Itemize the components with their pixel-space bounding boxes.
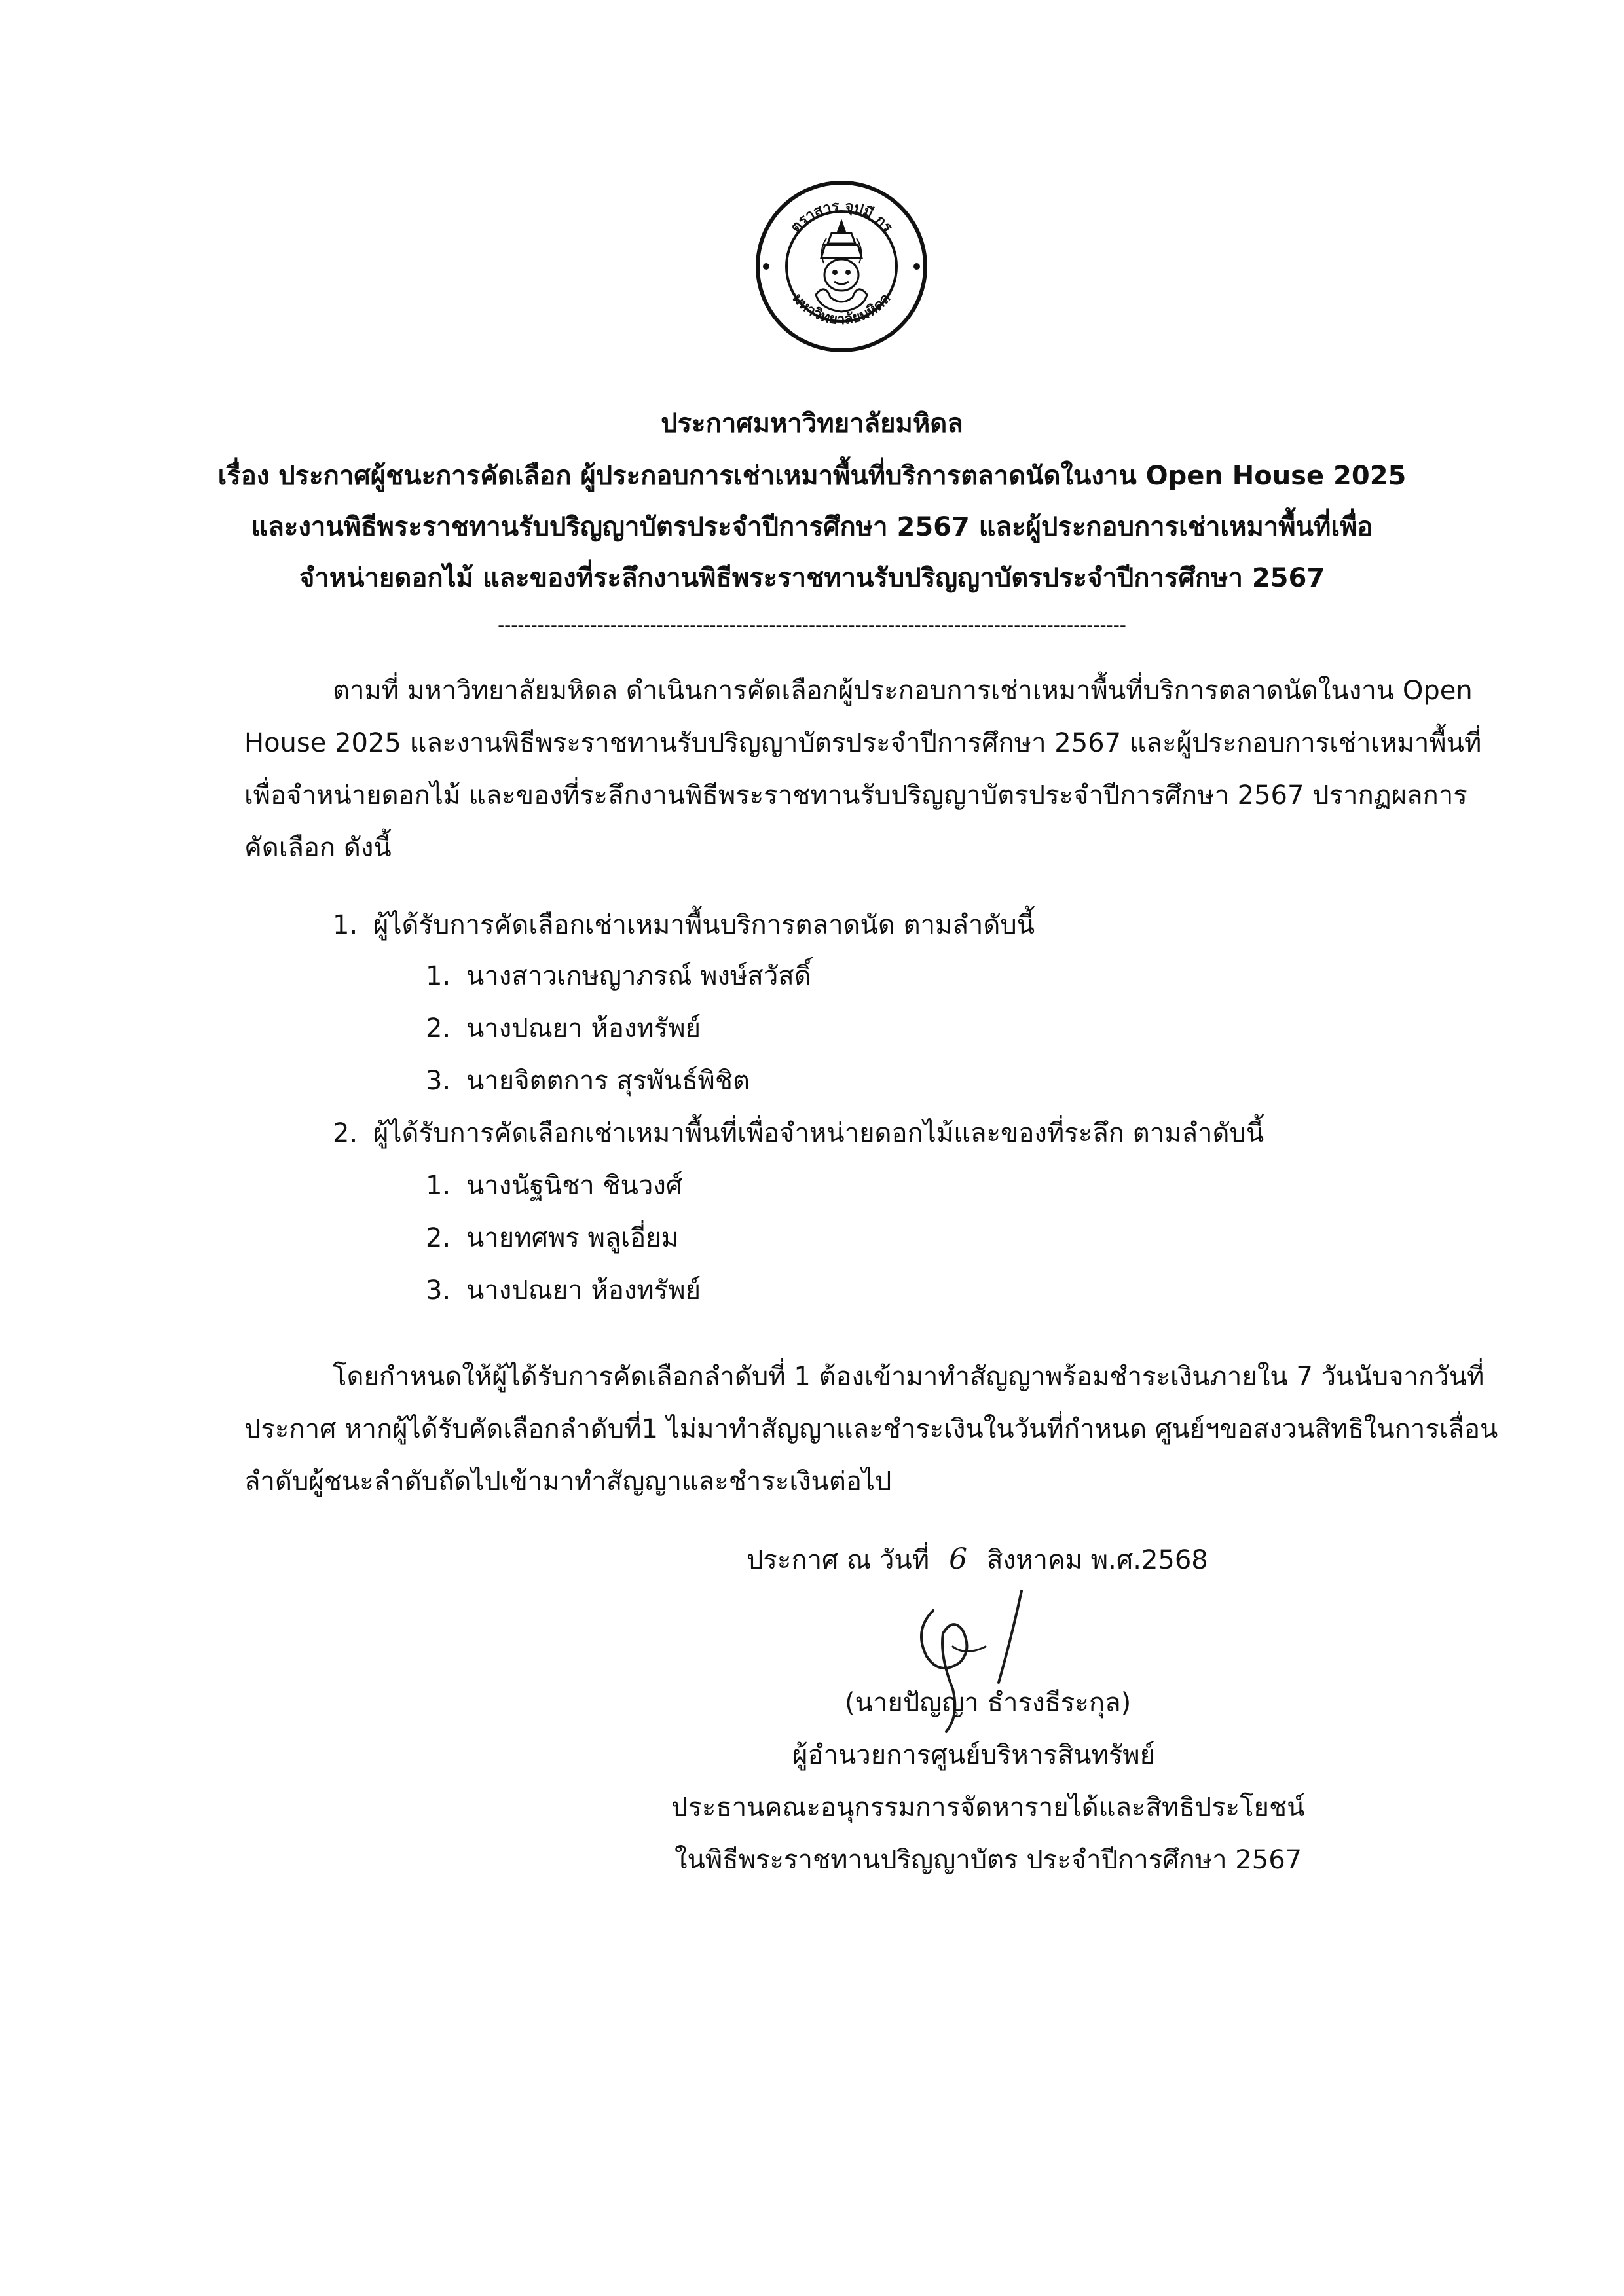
signatory-title-3: ในพิธีพระราชทานปริญญาบัตร ประจำปีการศึกษา 2567 <box>674 1845 1302 1875</box>
item-name: นายทศพร พลูเอี่ยม <box>466 1223 678 1253</box>
section-number: 2. <box>333 1118 358 1148</box>
item-name: นายจิตตการ สุรพันธ์พิชิต <box>466 1066 750 1096</box>
signatory-name: (นายปัญญา ธำรงธีระกุล) <box>845 1688 1132 1718</box>
subject-line-2: และงานพิธีพระราชทานรับปริญญาบัตรประจำปีการศึกษา 2567 และผู้ประกอบการเช่าเหมาพื้นที่เพื่อ <box>251 512 1373 542</box>
section-heading <box>333 1112 1264 1154</box>
section-heading <box>333 903 1035 945</box>
header-divider: ----------------------------------------------------------------------------------------------- <box>498 614 1126 636</box>
list-item <box>426 1269 701 1311</box>
announcement-date <box>747 1539 1208 1580</box>
item-name: นางปณยา ห้องทรัพย์ <box>466 1013 701 1044</box>
item-number: 1. <box>426 1171 451 1201</box>
item-number: 2. <box>426 1013 451 1044</box>
item-name: นางปณยา ห้องทรัพย์ <box>466 1275 701 1305</box>
date-day: 6 <box>949 1542 968 1576</box>
item-number: 1. <box>426 961 451 991</box>
list-item <box>426 955 811 996</box>
list-item <box>426 1216 678 1258</box>
intro-line-2: House 2025 และงานพิธีพระราชทานรับปริญญาบัตรประจำปีการศึกษา 2567 และผู้ประกอบการเช่าเหมาพื้นที่ <box>244 728 1482 758</box>
item-name: นางนัฐนิชา ชินวงศ์ <box>466 1171 683 1201</box>
list-item <box>426 1007 701 1049</box>
date-month-year: สิงหาคม พ.ศ.2568 <box>987 1545 1208 1575</box>
signatory-title-1: ผู้อำนวยการศูนย์บริหารสินทรัพย์ <box>792 1740 1156 1770</box>
list-item <box>426 1059 750 1101</box>
intro-line-1: ตามที่ มหาวิทยาลัยมหิดล ดำเนินการคัดเลือกผู้ประกอบการเช่าเหมาพื้นที่บริการตลาดนัดในงาน Open <box>333 676 1473 706</box>
closing-line-2: ประกาศ หากผู้ได้รับคัดเลือกลำดับที่1 ไม่มาทำสัญญาและชำระเงินในวันที่กำหนด ศูนย์ฯขอสงวนสิทธิในการเลื่อน <box>244 1414 1498 1444</box>
date-prefix: ประกาศ ณ วันที่ <box>747 1545 930 1575</box>
item-name: นางสาวเกษญาภรณ์ พงษ์สวัสดิ์ <box>466 961 811 991</box>
university-seal-logo <box>753 178 930 355</box>
announcement-heading: ประกาศมหาวิทยาลัยมหิดล <box>661 409 963 439</box>
closing-line-3: ลำดับผู้ชนะลำดับถัดไปเข้ามาทำสัญญาและชำระเงินต่อไป <box>244 1467 892 1497</box>
closing-line-1: โดยกำหนดให้ผู้ได้รับการคัดเลือกลำดับที่ 1 ต้องเข้ามาทำสัญญาพร้อมชำระเงินภายใน 7 วันนับจากวันที่ <box>333 1362 1485 1392</box>
intro-line-3: เพื่อจำหน่ายดอกไม้ และของที่ระลึกงานพิธีพระราชทานรับปริญญาบัตรประจำปีการศึกษา 2567 ปรากฏผลการ <box>244 780 1467 811</box>
item-number: 2. <box>426 1223 451 1253</box>
svg-text:ตราสาร จุปมี กร: ตราสาร จุปมี กร <box>787 198 896 236</box>
section-number: 1. <box>333 910 358 940</box>
intro-line-4: คัดเลือก ดังนี้ <box>244 833 392 863</box>
list-item <box>426 1164 682 1206</box>
subject-line-3: จำหน่ายดอกไม้ และของที่ระลึกงานพิธีพระราชทานรับปริญญาบัตรประจำปีการศึกษา 2567 <box>299 563 1325 593</box>
svg-text:มหาวิทยาลัยมหิดล: มหาวิทยาลัยมหิดล <box>788 290 895 328</box>
item-number: 3. <box>426 1275 451 1305</box>
signatory-title-2: ประธานคณะอนุกรรมการจัดหารายได้และสิทธิประโยชน์ <box>671 1793 1305 1823</box>
section-title: ผู้ได้รับการคัดเลือกเช่าเหมาพื้นที่เพื่อจำหน่ายดอกไม้และของที่ระลึก ตามลำดับนี้ <box>373 1118 1264 1148</box>
section-title: ผู้ได้รับการคัดเลือกเช่าเหมาพื้นบริการตลาดนัด ตามลำดับนี้ <box>373 910 1035 940</box>
subject-line-1: เรื่อง ประกาศผู้ชนะการคัดเลือก ผู้ประกอบการเช่าเหมาพื้นที่บริการตลาดนัดในงาน Open House 2025 <box>217 461 1407 491</box>
item-number: 3. <box>426 1066 451 1096</box>
